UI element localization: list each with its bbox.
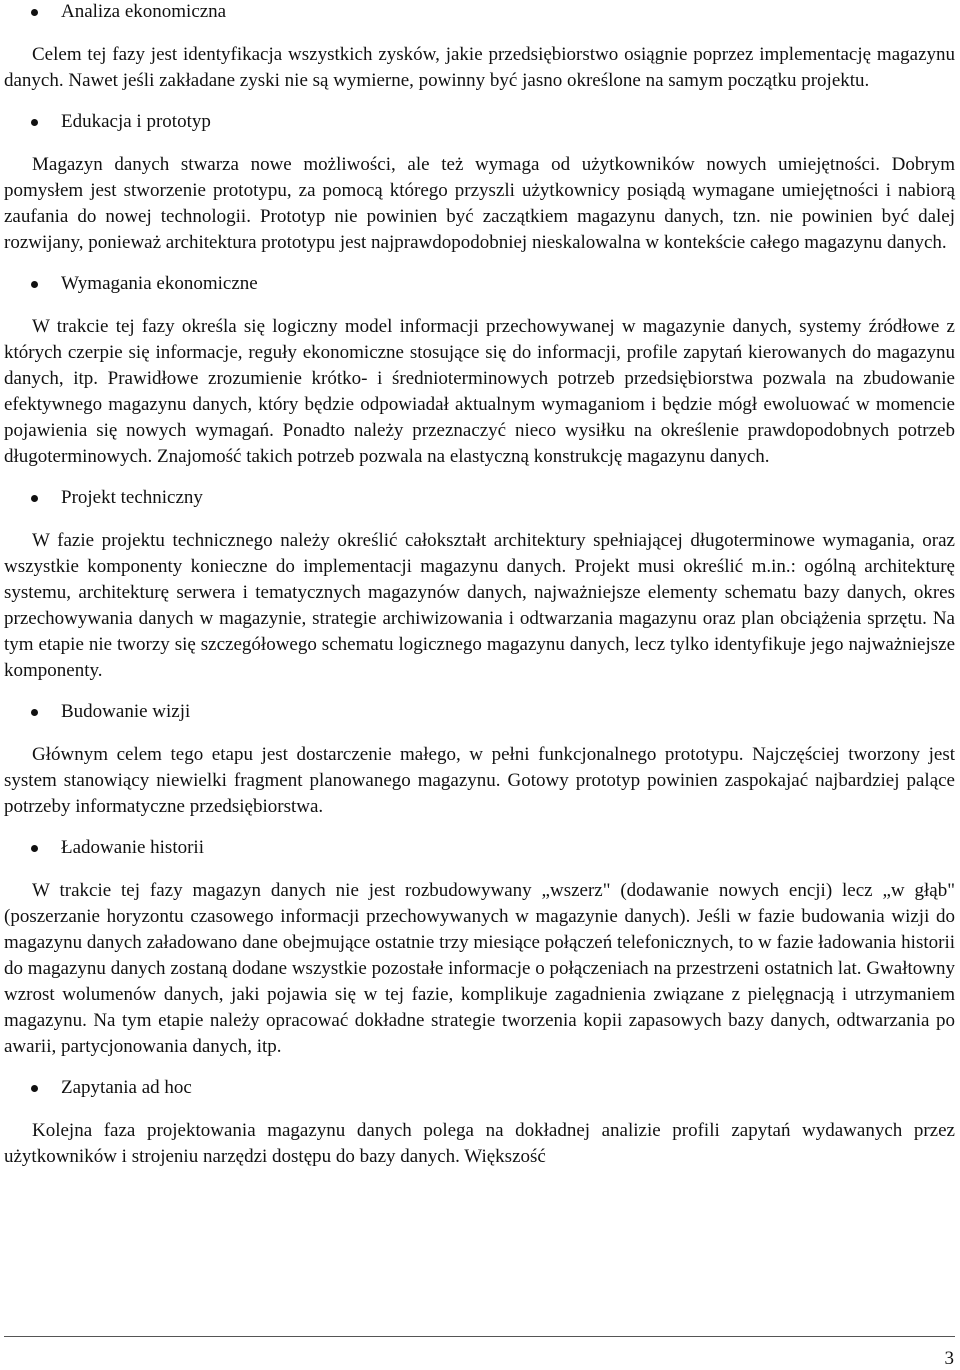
document-page [4,0,955,1170]
footer-divider [4,1336,955,1337]
section-budowanie-wizji [4,699,955,820]
bullet-icon [31,1085,38,1092]
section-zapytania-ad-hoc [4,1075,955,1170]
bullet-icon [31,495,38,502]
section-paragraph: Głównym celem tego etapu jest dostarczenie małego, w pełni funkcjonalnego prototypu. Najczęściej tworzony jest system stanowiący niewielki fragment planowanego magazynu. Gotowy prototyp powinien zaspokajać najbardziej palące potrzeby informatyczne przedsiębiorstwa. [4,744,955,817]
section-heading [4,271,955,297]
section-heading [4,1075,955,1101]
section-wymagania-ekonomiczne [4,271,955,470]
bullet-icon [31,709,38,716]
section-heading-text: Analiza ekonomiczna [61,1,227,22]
section-heading [4,835,955,861]
page-number: 3 [944,1348,954,1369]
section-paragraph: W trakcie tej fazy określa się logiczny model informacji przechowywanej w magazynie danych, systemy źródłowe z których czerpie się informacje, reguły ekonomiczne stosujące się do informacji, profile zapytań kierowanych do magazynu danych, itp. Prawidłowe zrozumienie krótko- i średnioterminowych potrzeb przedsiębiorstwa pozwala na zbudowanie efektywnego magazynu danych, który będzie odpowiadał aktualnym wymaganiom i będzie mógł ewoluować w momencie pojawienia się nowych wymagań. Ponadto należy przeznaczyć nieco wysiłku na określenie prawdopodobnych potrzeb długoterminowych. Znajomość takich potrzeb pozwala na elastyczną konstrukcję magazynu danych. [4,316,955,467]
bullet-icon [31,281,38,288]
section-heading [4,485,955,511]
section-heading-text: Zapytania ad hoc [61,1077,192,1098]
section-heading [4,699,955,725]
bullet-icon [31,9,38,16]
section-heading [4,0,955,25]
section-ladowanie-historii [4,835,955,1060]
section-heading-text: Ładowanie historii [61,837,204,858]
section-paragraph: Celem tej fazy jest identyfikacja wszystkich zysków, jakie przedsiębiorstwo osiągnie poprzez implementację magazynu danych. Nawet jeśli zakładane zyski nie są wymierne, powinny być jasno określone na samym początku projektu. [4,44,955,91]
section-paragraph: Magazyn danych stwarza nowe możliwości, ale też wymaga od użytkowników nowych umiejętności. Dobrym pomysłem jest stworzenie prototypu, za pomocą którego przyszli użytkownicy posiądą wymagane umiejętności i nabiorą zaufania do nowej technologii. Prototyp nie powinien być zaczątkiem magazynu danych, tzn. nie powinien być dalej rozwijany, ponieważ architektura prototypu jest najprawdopodobniej nieskalowalna w kontekście całego magazynu danych. [4,154,955,253]
section-paragraph: Kolejna faza projektowania magazynu danych polega na dokładnej analizie profili zapytań wydawanych przez użytkowników i strojeniu narzędzi dostępu do bazy danych. Większość [4,1120,955,1167]
section-edukacja-i-prototyp [4,109,955,256]
section-heading [4,109,955,135]
section-heading-text: Projekt techniczny [61,487,203,508]
section-paragraph: W trakcie tej fazy magazyn danych nie jest rozbudowywany „wszerz" (dodawanie nowych encji) lecz „w głąb" (poszerzanie horyzontu czasowego informacji przechowywanych w magazynie danych). Jeśli w fazie budowania wizji do magazynu danych załadowano dane obejmujące ostatnie trzy miesiące połączeń telefonicznych, to w fazie ładowania historii do magazynu danych zostaną dodane wszystkie pozostałe informacje o połączeniach na przestrzeni ostatnich lat. Gwałtowny wzrost wolumenów danych, jaki pojawia się w tej fazie, komplikuje zagadnienia związane z pielęgnacją i utrzymaniem magazynu. Na tym etapie należy opracować dokładne strategie tworzenia kopii zapasowych bazy danych, odtwarzania po awarii, partycjonowania danych, itp. [4,880,955,1057]
section-projekt-techniczny [4,485,955,684]
section-heading-text: Wymagania ekonomiczne [61,273,258,294]
bullet-icon [31,845,38,852]
section-heading-text: Budowanie wizji [61,701,191,722]
section-analiza-ekonomiczna [4,0,955,94]
section-paragraph: W fazie projektu technicznego należy określić całokształt architektury spełniającej długoterminowe wymagania, oraz wszystkie komponenty konieczne do implementacji magazynu danych. Projekt musi określić m.in.: ogólną architekturę systemu, architekturę serwera i tematycznych magazynów danych, najważniejsze elementy schematu bazy danych, okres przechowywania danych w magazynie, strategie archiwizowania i odtwarzania magazynu oraz plan obciążenia sprzętu. Na tym etapie nie tworzy się szczegółowego schematu logicznego magazynu danych, lecz tylko identyfikuje jego najważniejsze komponenty. [4,530,955,681]
bullet-icon [31,119,38,126]
section-heading-text: Edukacja i prototyp [61,111,211,132]
